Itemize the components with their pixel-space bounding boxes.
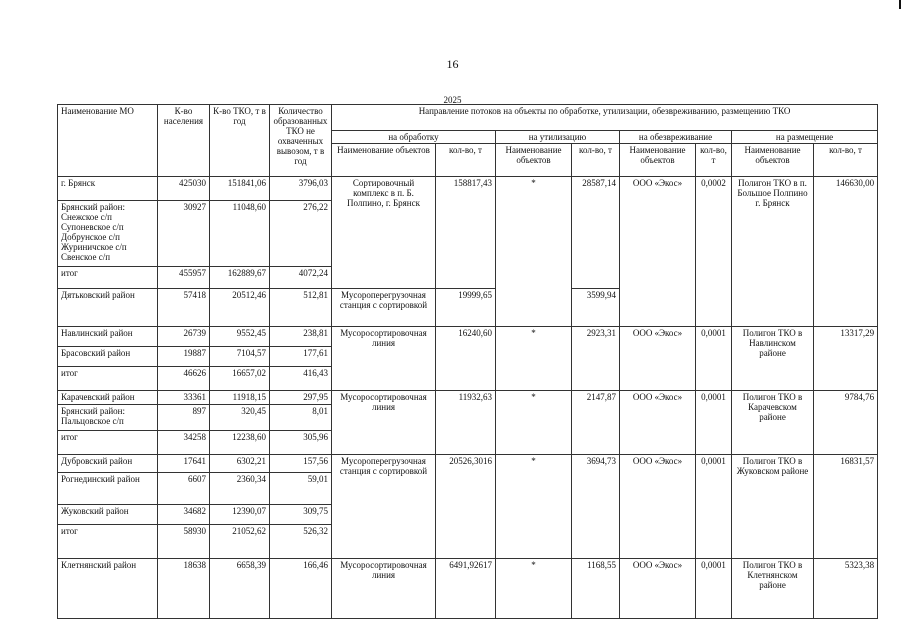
tko-cell: 12238,60	[210, 431, 270, 455]
uncovered-cell: 59,01	[270, 473, 332, 505]
table-row	[58, 327, 878, 347]
mo-cell: Навлинский район	[58, 327, 158, 347]
proc-name-cell: Мусоросортировочная линия	[332, 327, 436, 391]
place-qty-cell: 146630,00	[814, 177, 878, 327]
neut-name-cell: ООО «Экос»	[620, 455, 696, 559]
population-cell: 18638	[158, 559, 210, 619]
population-cell: 26739	[158, 327, 210, 347]
util-qty-cell: 28587,14	[572, 177, 620, 289]
proc-name-cell: Мусоросортировочная линия	[332, 559, 436, 619]
tko-cell: 9552,45	[210, 327, 270, 347]
proc-name-cell: Мусоросортировочная линия	[332, 391, 436, 455]
proc-name-cell: Сортировочный комплекс в п. Б. Полпино, г. Брянск	[332, 177, 436, 289]
tko-cell: 21052,62	[210, 525, 270, 559]
mo-cell: итог	[58, 267, 158, 289]
table-row	[58, 391, 878, 405]
mo-cell: Рогнединский район	[58, 473, 158, 505]
uncovered-cell: 8,01	[270, 405, 332, 431]
tko-cell: 320,45	[210, 405, 270, 431]
uncovered-cell: 166,46	[270, 559, 332, 619]
table-row	[58, 559, 878, 619]
neut-name-cell: ООО «Экос»	[620, 559, 696, 619]
util-name-cell: *	[496, 177, 572, 327]
place-qty-cell: 5323,38	[814, 559, 878, 619]
population-cell: 30927	[158, 201, 210, 267]
table-row	[58, 455, 878, 473]
population-cell: 17641	[158, 455, 210, 473]
util-name-cell: *	[496, 391, 572, 455]
mo-cell: Брянский район: Снежское с/п Супоневское с/п Добрунское с/п Журиничское с/п Свенское с/п	[58, 201, 158, 267]
place-name-cell: Полигон ТКО в Жуковском районе	[732, 455, 814, 559]
header-population: К-во населения	[158, 105, 210, 177]
header-tko: К-во ТКО, т в год	[210, 105, 270, 177]
header-neutralization: на обезвреживание	[620, 131, 732, 144]
proc-qty-cell: 16240,60	[436, 327, 496, 391]
neut-name-cell: ООО «Экос»	[620, 391, 696, 455]
util-qty-cell: 2147,87	[572, 391, 620, 455]
mo-cell: итог	[58, 525, 158, 559]
mo-cell: Клетнянский район	[58, 559, 158, 619]
population-cell: 34258	[158, 431, 210, 455]
place-name-cell: Полигон ТКО в Карачевском районе	[732, 391, 814, 455]
tko-cell: 162889,67	[210, 267, 270, 289]
uncovered-cell: 297,95	[270, 391, 332, 405]
place-name-cell: Полигон ТКО в п. Большое Полпино г. Брянск	[732, 177, 814, 327]
header-place-qty: кол-во, т	[814, 144, 878, 177]
header-util-qty: кол-во, т	[572, 144, 620, 177]
table-year: 2025	[443, 95, 462, 105]
proc-name-cell: Мусороперегрузочная станция с сортировкой	[332, 455, 436, 559]
mo-cell: Жуковский район	[58, 505, 158, 525]
mo-cell: итог	[58, 367, 158, 391]
population-cell: 34682	[158, 505, 210, 525]
population-cell: 46626	[158, 367, 210, 391]
proc-qty-cell: 20526,3016	[436, 455, 496, 559]
header-proc-name: Наименование объектов	[332, 144, 436, 177]
uncovered-cell: 4072,24	[270, 267, 332, 289]
neut-qty-cell: 0,0001	[696, 391, 732, 455]
tko-cell: 16657,02	[210, 367, 270, 391]
neut-qty-cell: 0,0001	[696, 455, 732, 559]
neut-qty-cell: 0,0001	[696, 559, 732, 619]
header-util-name: Наименование объектов	[496, 144, 572, 177]
tko-cell: 2360,34	[210, 473, 270, 505]
header-proc-qty: кол-во, т	[436, 144, 496, 177]
place-qty-cell: 9784,76	[814, 391, 878, 455]
mo-cell: итог	[58, 431, 158, 455]
neut-qty-cell: 0,0001	[696, 327, 732, 391]
uncovered-cell: 177,61	[270, 347, 332, 367]
waste-flow-table	[57, 104, 878, 619]
proc-qty-cell: 158817,43	[436, 177, 496, 289]
tko-cell: 151841,06	[210, 177, 270, 201]
uncovered-cell: 305,96	[270, 431, 332, 455]
population-cell: 33361	[158, 391, 210, 405]
place-qty-cell: 13317,29	[814, 327, 878, 391]
uncovered-cell: 157,56	[270, 455, 332, 473]
uncovered-cell: 276,22	[270, 201, 332, 267]
neut-name-cell: ООО «Экос»	[620, 177, 696, 327]
neut-qty-cell: 0,0002	[696, 177, 732, 327]
place-name-cell: Полигон ТКО в Клетнянском районе	[732, 559, 814, 619]
population-cell: 6607	[158, 473, 210, 505]
population-cell: 455957	[158, 267, 210, 289]
proc-qty-cell: 19999,65	[436, 289, 496, 327]
header-flows: Направление потоков на объекты по обработке, утилизации, обезвреживанию, размещению ТКО	[332, 105, 878, 131]
place-name-cell: Полигон ТКО в Навлинском районе	[732, 327, 814, 391]
proc-qty-cell: 6491,92617	[436, 559, 496, 619]
mo-cell: Дубровский район	[58, 455, 158, 473]
scan-mark	[899, 0, 901, 9]
uncovered-cell: 526,32	[270, 525, 332, 559]
tko-cell: 6658,39	[210, 559, 270, 619]
util-name-cell: *	[496, 327, 572, 391]
header-neut-qty: кол-во, т	[696, 144, 732, 177]
util-qty-cell: 2923,31	[572, 327, 620, 391]
tko-cell: 20512,46	[210, 289, 270, 327]
tko-cell: 7104,57	[210, 347, 270, 367]
mo-cell: Брасовский район	[58, 347, 158, 367]
util-qty-cell: 1168,55	[572, 559, 620, 619]
proc-name-cell: Мусороперегрузочная станция с сортировкой	[332, 289, 436, 327]
mo-cell: Брянский район: Пальцовское с/п	[58, 405, 158, 431]
uncovered-cell: 3796,03	[270, 177, 332, 201]
header-processing: на обработку	[332, 131, 496, 144]
uncovered-cell: 238,81	[270, 327, 332, 347]
table-row	[58, 177, 878, 201]
uncovered-cell: 416,43	[270, 367, 332, 391]
util-name-cell: *	[496, 559, 572, 619]
header-neut-name: Наименование объектов	[620, 144, 696, 177]
tko-cell: 11918,15	[210, 391, 270, 405]
population-cell: 897	[158, 405, 210, 431]
mo-cell: Карачевский район	[58, 391, 158, 405]
population-cell: 58930	[158, 525, 210, 559]
population-cell: 57418	[158, 289, 210, 327]
tko-cell: 11048,60	[210, 201, 270, 267]
util-qty-cell: 3599,94	[572, 289, 620, 327]
population-cell: 19887	[158, 347, 210, 367]
mo-cell: г. Брянск	[58, 177, 158, 201]
mo-cell: Дятьковский район	[58, 289, 158, 327]
population-cell: 425030	[158, 177, 210, 201]
uncovered-cell: 309,75	[270, 505, 332, 525]
header-uncovered: Количество образованных ТКО не охваченных вывозом, т в год	[270, 105, 332, 177]
util-qty-cell: 3694,73	[572, 455, 620, 559]
page-number: 16	[446, 57, 459, 71]
tko-cell: 12390,07	[210, 505, 270, 525]
proc-qty-cell: 11932,63	[436, 391, 496, 455]
header-utilization: на утилизацию	[496, 131, 620, 144]
header-placement: на размещение	[732, 131, 878, 144]
util-name-cell: *	[496, 455, 572, 559]
header-mo: Наименование МО	[58, 105, 158, 177]
tko-cell: 6302,21	[210, 455, 270, 473]
place-qty-cell: 16831,57	[814, 455, 878, 559]
neut-name-cell: ООО «Экос»	[620, 327, 696, 391]
uncovered-cell: 512,81	[270, 289, 332, 327]
header-place-name: Наименование объектов	[732, 144, 814, 177]
